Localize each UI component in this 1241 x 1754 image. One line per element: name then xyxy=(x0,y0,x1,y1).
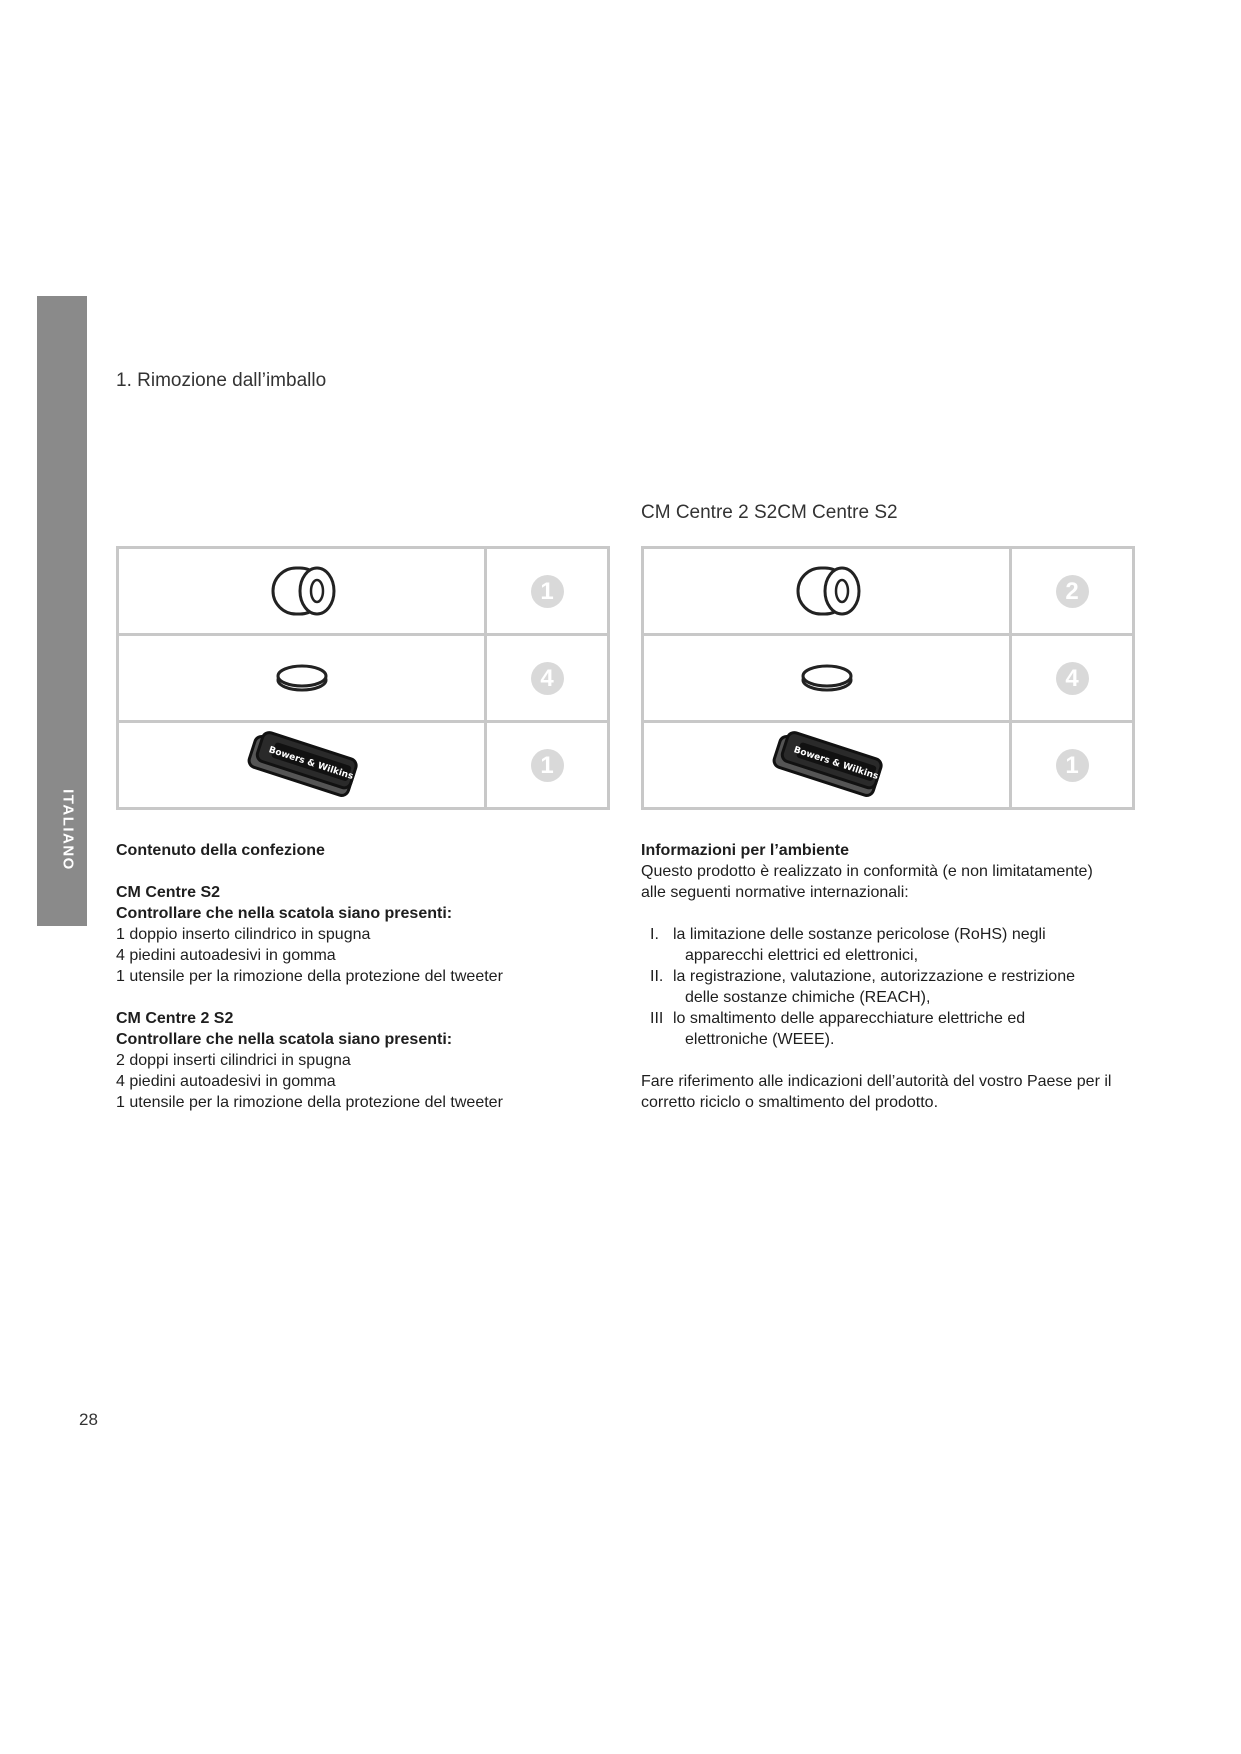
part-icon-cell xyxy=(118,722,486,809)
environment-intro-line: Questo prodotto è realizzato in conformità (e non limitatamente) xyxy=(641,863,1093,880)
tool-brand-text: Bowers & Wilkins xyxy=(266,745,354,783)
list-item xyxy=(641,924,1141,966)
list-item-text: la limitazione delle sostanze pericolose (RoHS) negli xyxy=(673,926,1046,943)
list-item-number: III xyxy=(650,1010,664,1027)
part-qty-cell xyxy=(1011,548,1134,635)
contents-subheading: Controllare che nella scatola siano presenti: xyxy=(116,1031,453,1048)
quantity-badge: 4 xyxy=(1056,662,1089,695)
rubber-foot-icon xyxy=(799,663,855,693)
part-icon-cell xyxy=(643,548,1011,635)
page-number: 28 xyxy=(79,1410,98,1429)
quantity-badge: 4 xyxy=(531,662,564,695)
contents-item: 1 utensile per la rimozione della protezione del tweeter xyxy=(116,1094,503,1111)
parts-table-right xyxy=(641,546,1135,810)
language-tab-label: ITALIANO xyxy=(59,789,77,871)
part-icon-cell xyxy=(118,548,486,635)
environment-info xyxy=(641,840,1141,1113)
table-row xyxy=(643,635,1134,722)
table-row xyxy=(118,722,609,809)
tweeter-tool-icon xyxy=(242,730,362,800)
quantity-badge: 2 xyxy=(1056,575,1089,608)
tool-brand-text: Bowers & Wilkins xyxy=(791,745,879,783)
model-name: CM Centre 2 S2 xyxy=(116,1010,234,1027)
regulation-list xyxy=(641,924,1141,1050)
contents-subheading: Controllare che nella scatola siano presenti: xyxy=(116,905,453,922)
list-item xyxy=(641,966,1141,1008)
rubber-foot-icon xyxy=(274,663,330,693)
foam-insert-icon xyxy=(265,563,339,619)
part-qty-cell xyxy=(486,635,609,722)
contents-heading: Contenuto della confezione xyxy=(116,842,325,859)
list-item-text: delle sostanze chimiche (REACH), xyxy=(685,989,931,1006)
environment-outro-line: corretto riciclo o smaltimento del prodotto. xyxy=(641,1094,939,1111)
quantity-badge: 1 xyxy=(531,749,564,782)
quantity-badge: 1 xyxy=(1056,749,1089,782)
environment-intro-line: alle seguenti normative internazionali: xyxy=(641,884,909,901)
list-item xyxy=(641,1008,1141,1050)
table-row xyxy=(118,635,609,722)
list-item-text: apparecchi elettrici ed elettronici, xyxy=(685,947,919,964)
foam-insert-icon xyxy=(790,563,864,619)
product-heading: CM Centre 2 S2CM Centre S2 xyxy=(641,502,898,523)
model-name: CM Centre S2 xyxy=(116,884,221,901)
contents-item: 4 piedini autoadesivi in gomma xyxy=(116,1073,336,1090)
list-item-text: elettroniche (WEEE). xyxy=(685,1031,835,1048)
table-row xyxy=(118,548,609,635)
part-qty-cell xyxy=(486,548,609,635)
section-title: 1. Rimozione dall’imballo xyxy=(116,370,327,391)
quantity-badge: 1 xyxy=(531,575,564,608)
package-contents xyxy=(116,840,616,1113)
environment-heading: Informazioni per l’ambiente xyxy=(641,842,850,859)
part-qty-cell xyxy=(486,722,609,809)
parts-table-left xyxy=(116,546,610,810)
part-qty-cell xyxy=(1011,635,1134,722)
part-icon-cell xyxy=(643,722,1011,809)
environment-outro-line: Fare riferimento alle indicazioni dell’autorità del vostro Paese per il xyxy=(641,1073,1112,1090)
table-row xyxy=(643,722,1134,809)
contents-item: 1 doppio inserto cilindrico in spugna xyxy=(116,926,371,943)
list-item-number: II. xyxy=(650,968,664,985)
contents-item: 1 utensile per la rimozione della protezione del tweeter xyxy=(116,968,503,985)
list-item-text: la registrazione, valutazione, autorizzazione e restrizione xyxy=(673,968,1075,985)
contents-item: 4 piedini autoadesivi in gomma xyxy=(116,947,336,964)
tweeter-tool-icon xyxy=(767,730,887,800)
table-row xyxy=(643,548,1134,635)
contents-item: 2 doppi inserti cilindrici in spugna xyxy=(116,1052,351,1069)
list-item-number: I. xyxy=(650,926,659,943)
part-icon-cell xyxy=(118,635,486,722)
part-qty-cell xyxy=(1011,722,1134,809)
part-icon-cell xyxy=(643,635,1011,722)
list-item-text: lo smaltimento delle apparecchiature elettriche ed xyxy=(673,1010,1026,1027)
